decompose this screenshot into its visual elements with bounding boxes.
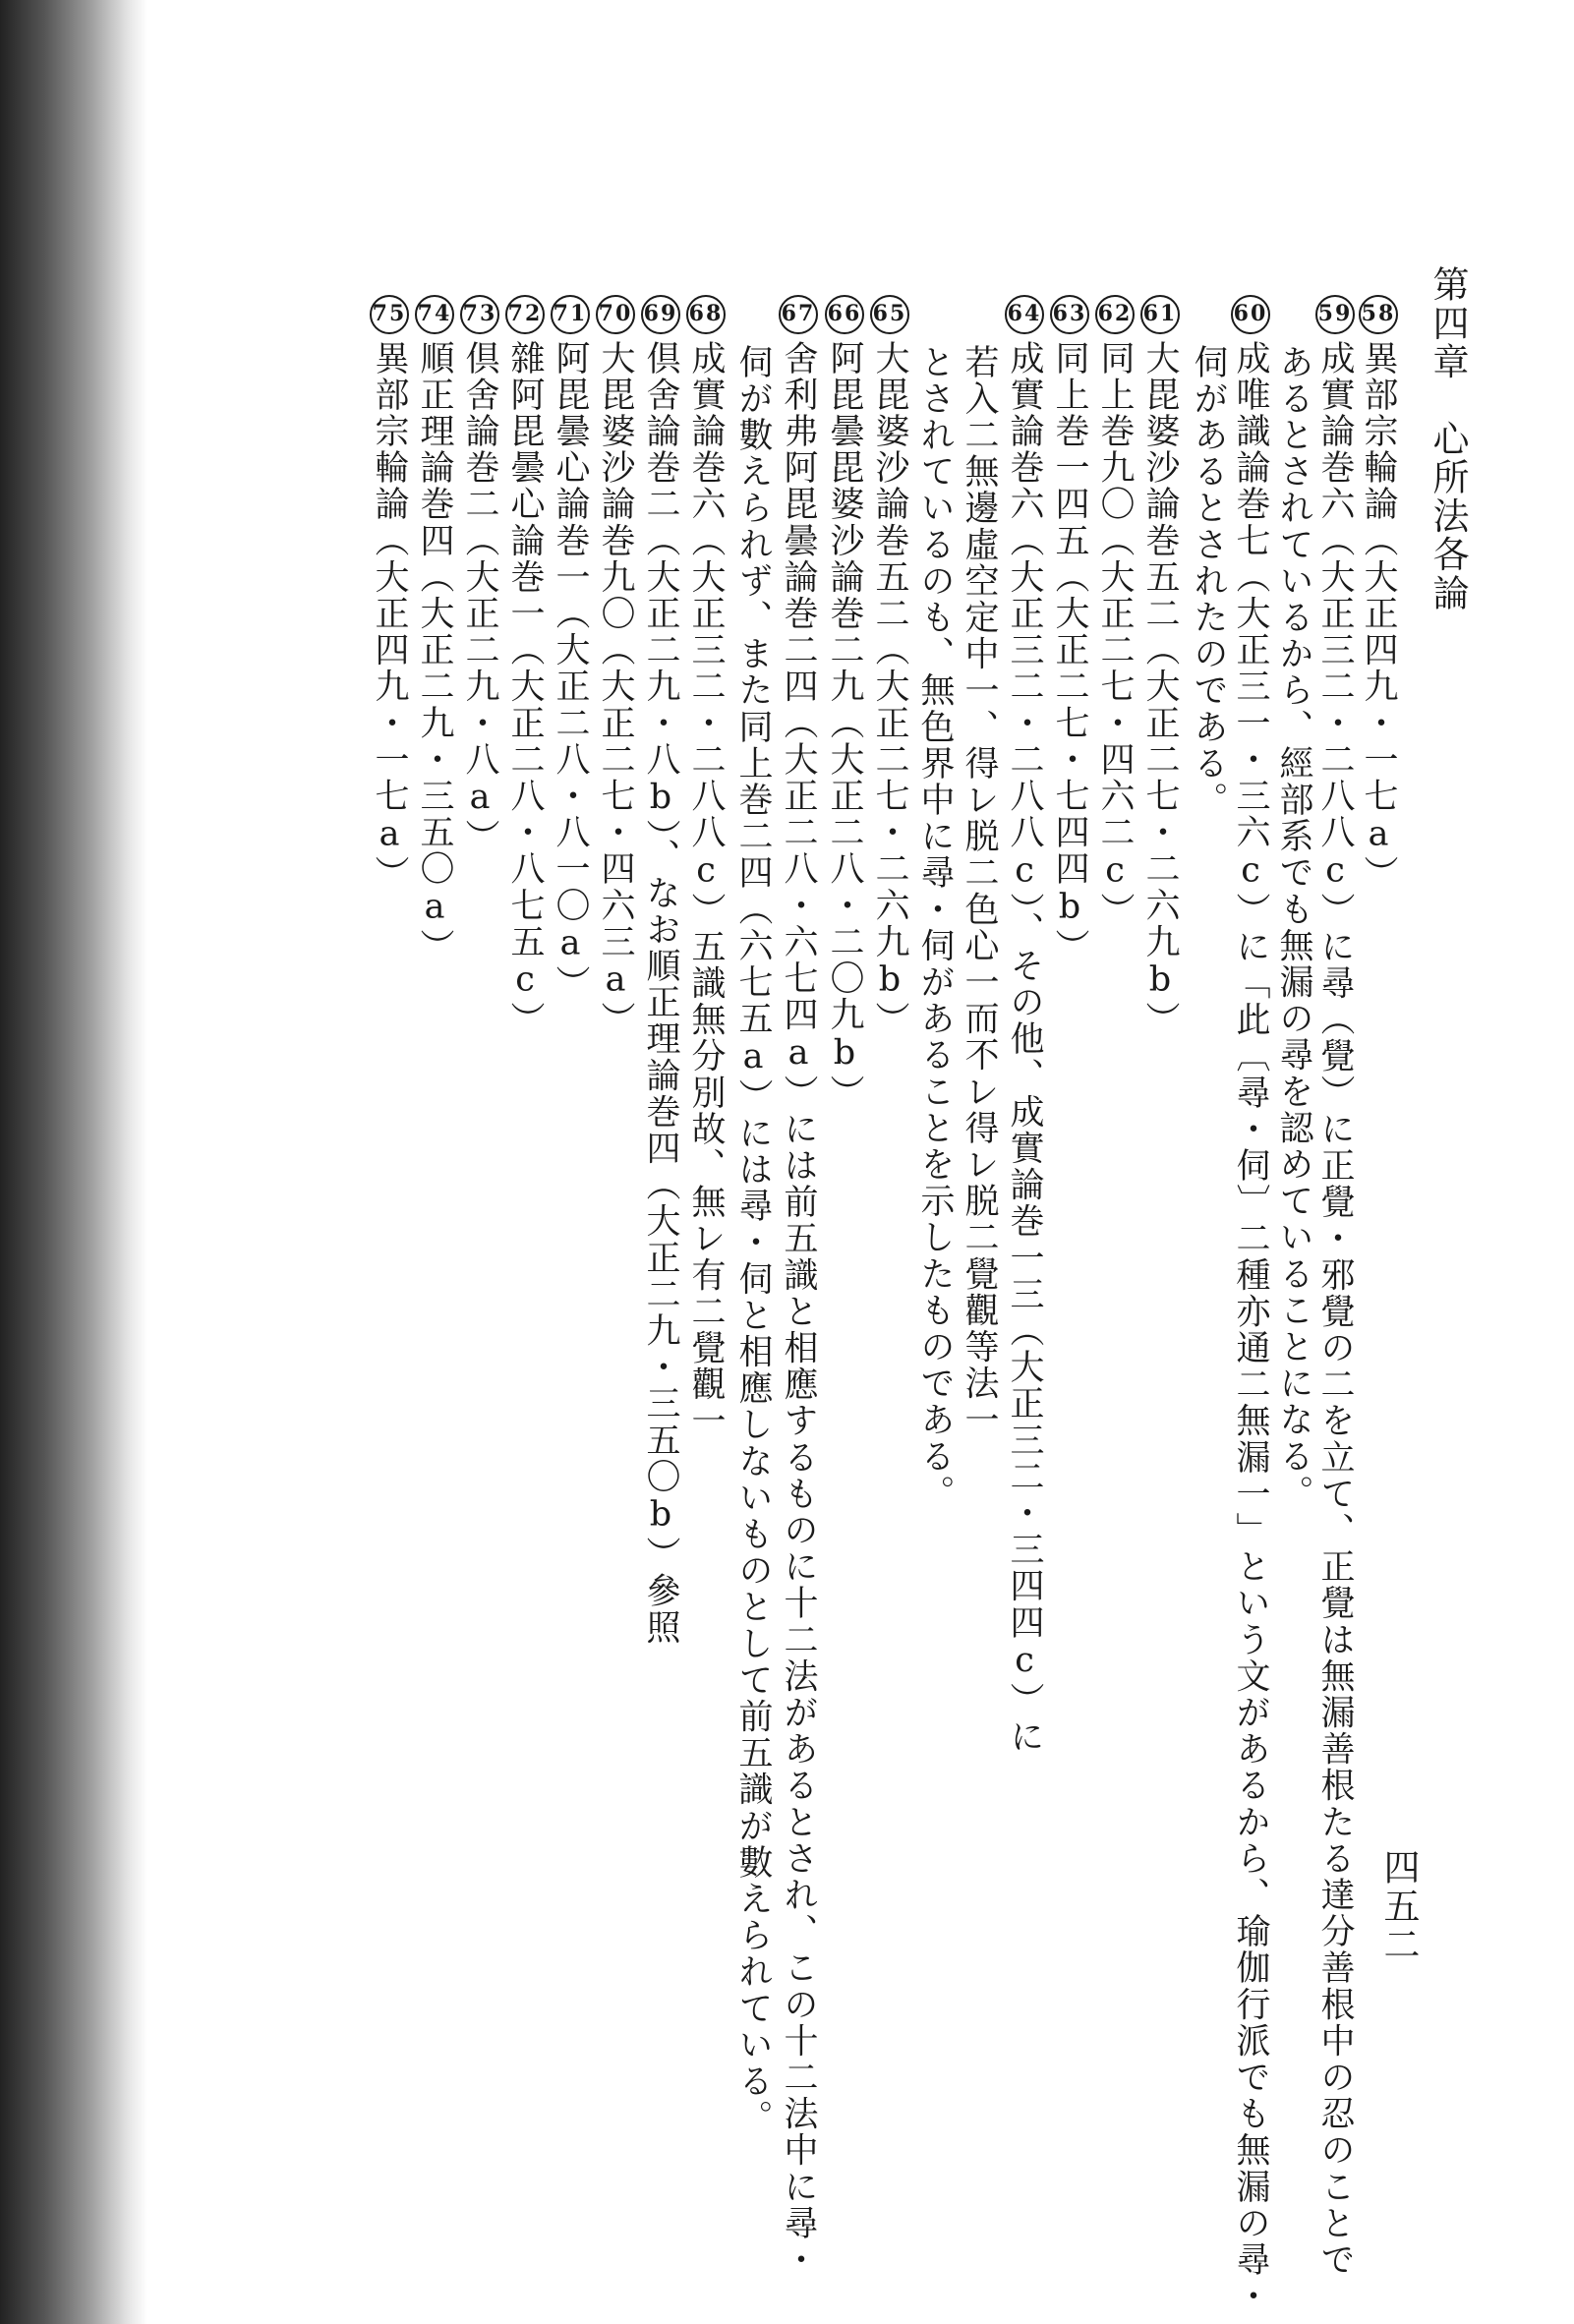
note-number: 66 — [825, 295, 864, 334]
note-text: 同上巻九〇（大正二七・四六二c） — [1095, 340, 1135, 929]
note-64-quotation: 若入二無邊虛空定中一、得レ脱二色心一而不レ得レ脱二覺觀等法一 — [960, 344, 999, 1438]
note-number: 58 — [1359, 295, 1398, 334]
note-text: 倶舍論巻二（大正二九・八a） — [460, 340, 499, 856]
note-60 — [1229, 295, 1272, 2314]
note-text: 阿毘曇心論巻一（大正二八・八一〇a） — [551, 340, 590, 1002]
note-59 — [1313, 295, 1357, 2278]
note-73 — [458, 295, 501, 855]
note-number: 64 — [1005, 295, 1044, 334]
note-number: 75 — [370, 295, 409, 334]
note-text: 雜阿毘曇心論巻一（大正二八・八七五c） — [505, 340, 545, 1038]
note-number: 70 — [596, 295, 635, 334]
note-64 — [1003, 295, 1046, 1755]
note-text: 大毘婆沙論巻五二（大正二七・二六九b） — [1140, 340, 1180, 1038]
note-number: 69 — [641, 295, 680, 334]
note-text: 成唯識論巻七（大正三一・三六c）に「此〔尋・伺〕二種亦通二無漏一」という文があるから、瑜伽行派でも無漏の尋・ — [1231, 340, 1270, 2315]
note-74 — [413, 295, 456, 965]
page-number: 四五二 — [1377, 1848, 1420, 1964]
note-text: 阿毘曇毘婆沙論巻二九（大正二八・二〇九b） — [825, 340, 864, 1112]
note-number: 59 — [1315, 295, 1355, 334]
note-number: 65 — [870, 295, 909, 334]
note-67-continuation: 伺が數えられず、また同上巻二四（六七五a）には尋・伺と相應しないものとして前五識が數えられている。 — [733, 344, 773, 2136]
running-head: 第四章 心所法各論 — [1427, 265, 1469, 612]
note-text: 舍利弗阿毘曇論巻二四（大正二八・六七四a）には前五識と相應するものに十二法があるとされ、この十二法中に尋・ — [779, 340, 818, 2279]
note-59-continuation: あるとされているから、經部系でも無漏の尋を認めていることになる。 — [1274, 344, 1313, 1512]
note-text: 成實論巻六（大正三二・二八八c）、その他、成實論巻一三（大正三二・三四四c）に — [1005, 340, 1044, 1756]
note-text: 大毘婆沙論巻五二（大正二七・二六九b） — [870, 340, 909, 1038]
note-number: 60 — [1231, 295, 1270, 334]
note-72 — [503, 295, 547, 1038]
note-number: 67 — [779, 295, 818, 334]
note-63 — [1048, 295, 1091, 965]
note-number: 68 — [686, 295, 726, 334]
note-text: 異部宗輪論（大正四九・一七a） — [1359, 340, 1398, 893]
note-66 — [823, 295, 866, 1111]
scan-shadow — [0, 0, 147, 2324]
note-number: 73 — [460, 295, 499, 334]
note-text: 成實論巻六（大正三二・二八八c）に尋（覺）に正覺・邪覺の二を立て、正覺は無漏善根たる達分善根中の忍のことで — [1315, 340, 1355, 2279]
note-text: 順正理論巻四（大正二九・三五〇a） — [415, 340, 454, 965]
note-64-continuation: とされているのも、無色界中に尋・伺があることを示したものである。 — [915, 344, 955, 1512]
note-75 — [368, 295, 411, 893]
note-71 — [549, 295, 592, 1002]
note-62 — [1093, 295, 1137, 929]
note-text: 倶舍論巻二（大正二九・八b）、なお順正理論巻四（大正二九・三五〇b）參照 — [641, 340, 680, 1647]
note-number: 63 — [1050, 295, 1089, 334]
note-number: 72 — [505, 295, 545, 334]
note-text: 同上巻一四五（大正二七・七四四b） — [1050, 340, 1089, 965]
note-text: 異部宗輪論（大正四九・一七a） — [370, 340, 409, 893]
note-number: 61 — [1140, 295, 1180, 334]
note-number: 62 — [1095, 295, 1135, 334]
note-58 — [1357, 295, 1400, 893]
note-text: 成實論巻六（大正三二・二八八c）五識無分別故、無レ有二覺觀一 — [686, 340, 726, 1439]
note-69 — [639, 295, 682, 1646]
note-70 — [594, 295, 637, 1038]
note-67 — [777, 295, 820, 2278]
note-68 — [684, 295, 728, 1439]
note-number: 74 — [415, 295, 454, 334]
note-60-continuation: 伺があるとされたのである。 — [1189, 344, 1228, 819]
note-65 — [868, 295, 911, 1038]
note-text: 大毘婆沙論巻九〇（大正二七・四六三a） — [596, 340, 635, 1038]
note-number: 71 — [551, 295, 590, 334]
note-61 — [1138, 295, 1182, 1038]
